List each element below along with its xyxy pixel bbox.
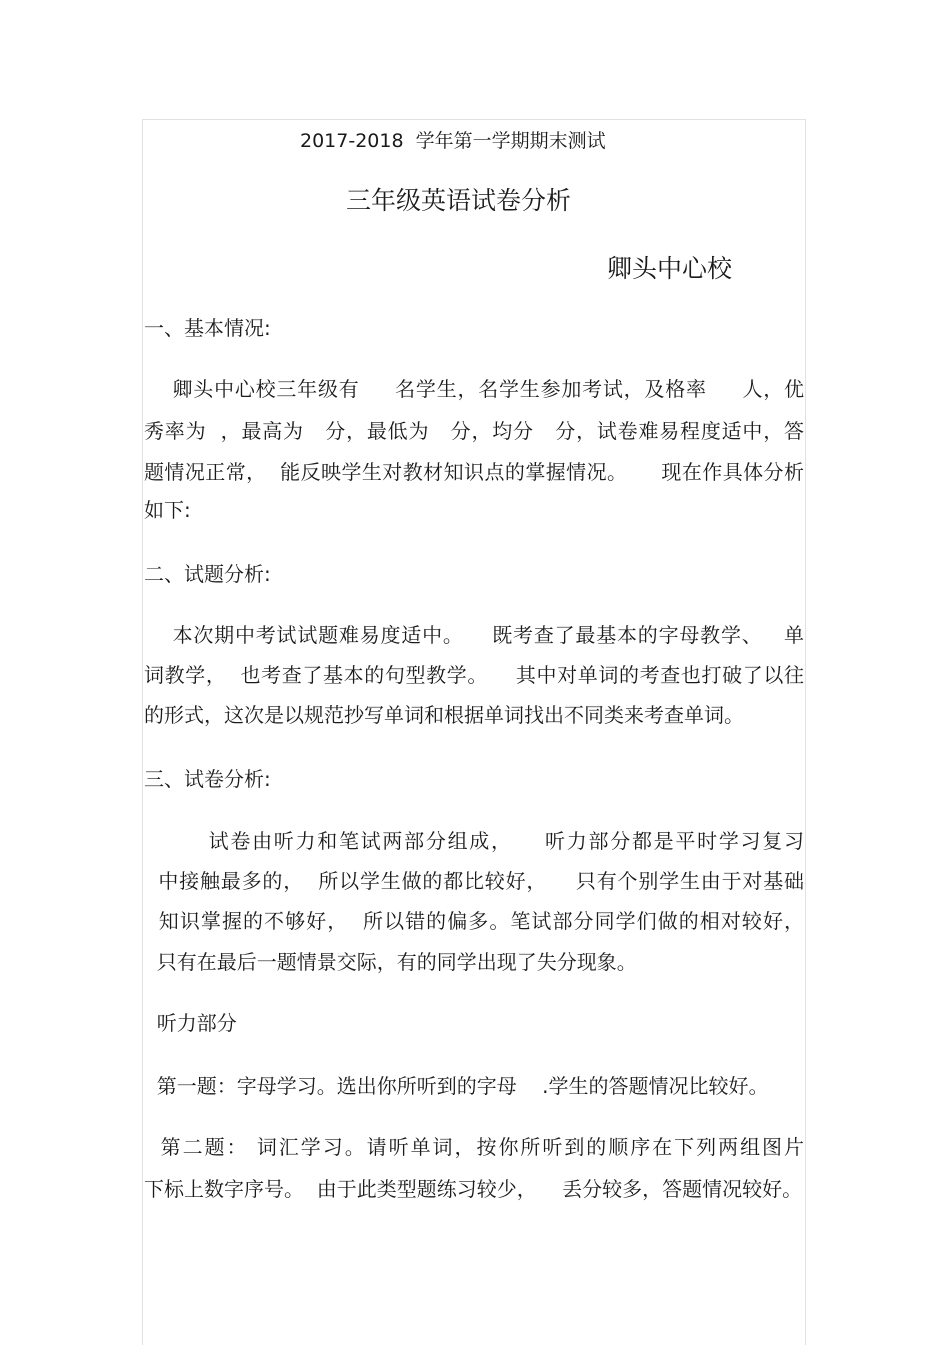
section2-line: 本次期中考试试题难易度适中。 既考查了最基本的字母教学、 单 — [144, 623, 804, 647]
question-2-line: 第二题： 词汇学习。请听单词，按你所听到的顺序在下列两组图片 — [144, 1135, 804, 1159]
listening-heading: 听力部分 — [144, 1011, 237, 1035]
section3-line: 知识掌握的不够好， 所以错的偏多。笔试部分同学们做的相对较好， — [144, 909, 804, 933]
section1-heading: 一、基本情况: — [144, 316, 271, 340]
page-frame — [142, 119, 806, 1345]
section3-line: 中接触最多的， 所以学生做的都比较好， 只有个别学生由于对基础 — [144, 869, 804, 893]
section2-line: 词教学， 也考查了基本的句型教学。 其中对单词的考查也打破了以往 — [144, 663, 804, 687]
document-title: 三年级英语试卷分析 — [346, 186, 572, 215]
section1-line: 如下: — [144, 498, 191, 522]
section1-line: 题情况正常， 能反映学生对教材知识点的掌握情况。 现在作具体分析 — [144, 460, 804, 484]
section3-heading: 三、试卷分析: — [144, 767, 271, 791]
school-name: 卿头中心校 — [607, 254, 733, 283]
section1-line: 秀率为 ，最高为 分，最低为 分，均分 分，试卷难易程度适中，答 — [144, 419, 804, 443]
section1-line: 卿头中心校三年级有 名学生，名学生参加考试，及格率 人，优 — [144, 377, 804, 401]
section3-line: 试卷由听力和笔试两部分组成， 听力部分都是平时学习复习 — [144, 829, 804, 853]
section2-line: 的形式，这次是以规范抄写单词和根据单词找出不同类来考查单词。 — [144, 703, 744, 727]
question-2-line: 下标上数字序号。 由于此类型题练习较少， 丢分较多，答题情况较好。 — [144, 1177, 803, 1201]
section2-heading: 二、试题分析: — [144, 562, 271, 586]
section3-line: 只有在最后一题情景交际，有的同学出现了失分现象。 — [144, 950, 637, 974]
question-1: 第一题：字母学习。选出你所听到的字母 .学生的答题情况比较好。 — [144, 1074, 769, 1098]
exam-term-title: 2017-2018 学年第一学期期末测试 — [300, 130, 606, 152]
